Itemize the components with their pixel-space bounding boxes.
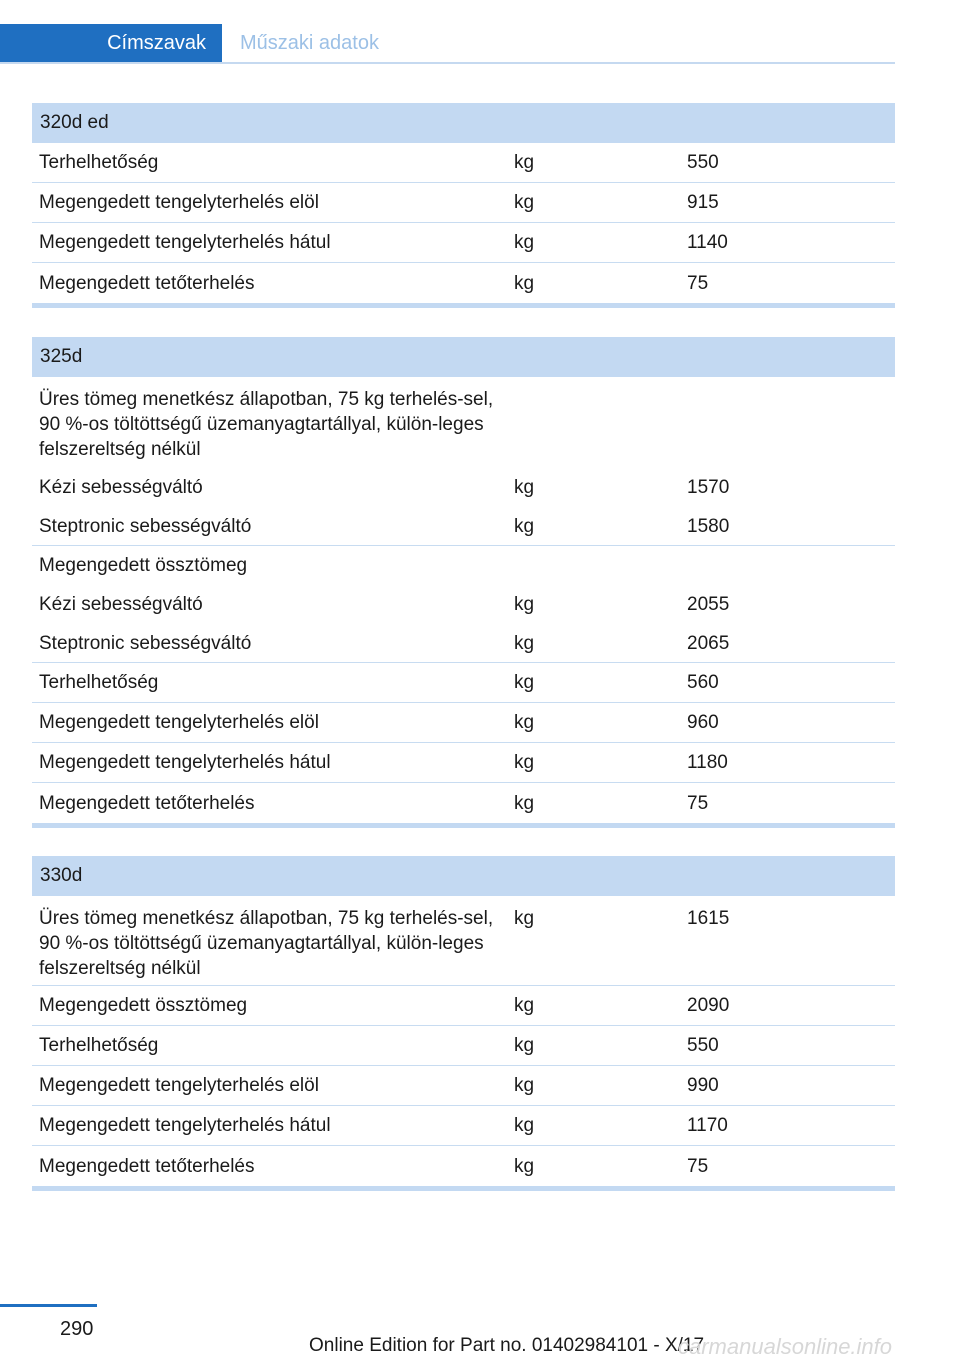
row-value: 550 [687,1035,719,1056]
row-label: Megengedett tengelyterhelés hátul [39,752,331,773]
table-row [32,143,895,183]
row-unit: kg [514,632,535,654]
row-label: Megengedett tengelyterhelés elöl [39,192,319,213]
table-row [32,223,895,263]
row-label: Megengedett tetőterhelés [39,1155,255,1177]
footer-accent-line [0,1304,97,1307]
row-label: Üres tömeg menetkész állapotban, 75 kg terhelés-sel, 90 %-os töltöttségű üzemanyagtartállyal, külön-leges felszereltség nélkül [39,389,494,460]
section-title: 325d [32,337,895,377]
table-row [32,1066,895,1106]
page-number: 290 [60,1318,94,1340]
tab-cimszavak[interactable]: Címszavak [0,24,222,62]
table-row [32,896,895,986]
row-value: 2090 [687,995,730,1016]
section-title: 320d ed [32,103,895,143]
row-label: Megengedett tengelyterhelés elöl [39,1075,319,1096]
row-label: Steptronic sebességváltó [39,632,252,654]
table-row [32,183,895,223]
row-unit: kg [514,1075,535,1096]
section-title: 330d [32,856,895,896]
row-label: Megengedett tengelyterhelés hátul [39,232,331,253]
section-end-bar [32,823,895,828]
table-row [32,1146,895,1186]
table-row [32,585,895,624]
tab-muszaki-adatok[interactable]: Műszaki adatok [240,31,379,54]
table-row [32,986,895,1026]
row-unit: kg [514,477,535,498]
row-unit: kg [514,712,535,733]
row-label: Terhelhetőség [39,1035,159,1056]
row-value: 915 [687,192,719,213]
section-end-bar [32,303,895,308]
table-row [32,263,895,303]
row-unit: kg [514,1155,535,1177]
row-label: Terhelhetőség [39,152,159,173]
row-unit: kg [514,792,535,814]
table-row [32,507,895,546]
row-value: 2055 [687,594,730,615]
row-label: Terhelhetőség [39,672,159,693]
row-unit: kg [514,672,535,693]
row-unit: kg [514,752,535,773]
edition-text: Online Edition for Part no. 01402984101 - X/17 [309,1335,705,1356]
row-unit [507,387,680,468]
row-unit: kg [514,232,535,253]
row-value: 1580 [687,515,730,537]
spec-table-325d [32,337,895,828]
table-row [32,1106,895,1146]
row-label: Megengedett tetőterhelés [39,792,255,814]
row-unit: kg [514,192,535,213]
row-label: Steptronic sebességváltó [39,515,252,537]
table-row [32,377,895,468]
header-bar [0,24,895,64]
spec-table-330d [32,856,895,1191]
row-value: 1140 [687,232,728,253]
row-value: 75 [687,1155,709,1177]
table-row [32,468,895,507]
row-value: 1180 [687,752,728,773]
row-unit: kg [514,594,535,615]
row-unit: kg [514,515,535,537]
row-value: 960 [687,712,719,733]
row-label: Megengedett tengelyterhelés elöl [39,712,319,733]
row-value: 75 [687,272,709,294]
table-row [32,1026,895,1066]
row-value: 1615 [687,908,730,929]
row-unit: kg [514,272,535,294]
row-label: Megengedett tengelyterhelés hátul [39,1115,331,1136]
section-end-bar [32,1186,895,1191]
row-label: Megengedett össztömeg [39,555,248,576]
table-row [32,546,895,585]
row-unit: kg [514,908,535,929]
row-value: 550 [687,152,719,173]
table-row [32,703,895,743]
row-value: 560 [687,672,719,693]
row-label: Megengedett össztömeg [39,995,248,1016]
row-label: Kézi sebességváltó [39,477,203,498]
row-label: Kézi sebességváltó [39,594,203,615]
row-value: 2065 [687,632,730,654]
row-value: 1570 [687,477,730,498]
row-value [680,387,895,468]
table-row [32,624,895,663]
spec-table-320d-ed [32,103,895,308]
row-label: Megengedett tetőterhelés [39,272,255,294]
watermark: carmanualsonline.info [678,1334,893,1359]
table-row [32,743,895,783]
row-unit: kg [514,995,535,1016]
table-row [32,783,895,823]
row-unit: kg [514,1035,535,1056]
row-value: 75 [687,792,709,814]
row-label: Üres tömeg menetkész állapotban, 75 kg terhelés-sel, 90 %-os töltöttségű üzemanyagtartállyal, külön-leges felszereltség nélkül [39,908,494,979]
row-value: 990 [687,1075,719,1096]
row-unit: kg [514,1115,535,1136]
row-unit: kg [514,152,535,173]
table-row [32,663,895,703]
row-value: 1170 [687,1115,728,1136]
